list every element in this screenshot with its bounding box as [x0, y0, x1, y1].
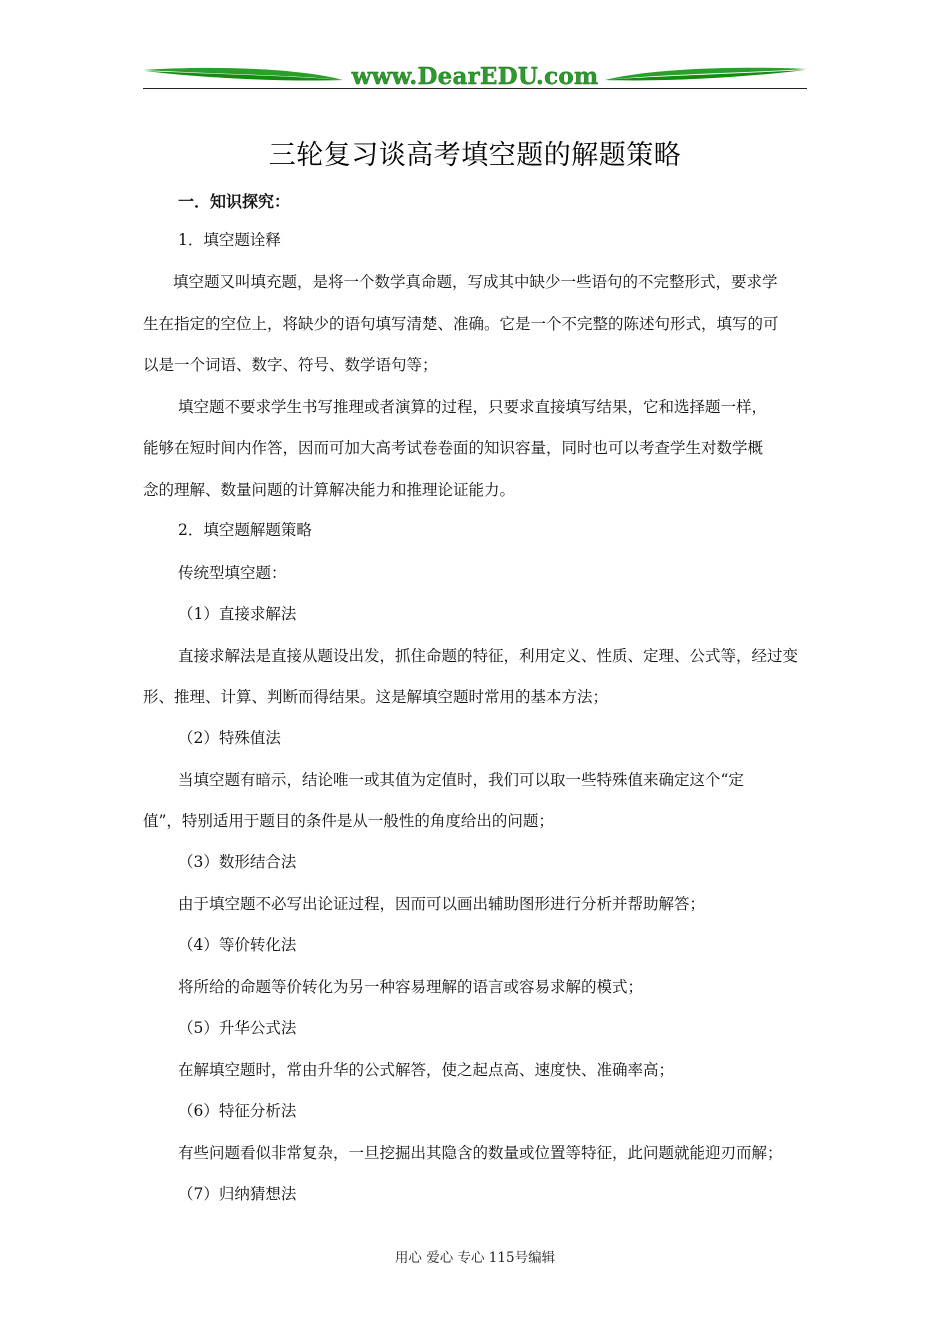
method-heading: （3）数形结合法: [178, 853, 297, 871]
method-heading: （1）直接求解法: [178, 605, 297, 623]
document-title: 三轮复习谈高考填空题的解题策略: [268, 140, 682, 171]
paragraph-line: 生在指定的空位上，将缺少的语句填写清楚、准确。它是一个不完整的陈述句形式，填写的可: [143, 315, 779, 333]
paragraph-line: 在解填空题时，常由升华的公式解答，使之起点高、速度快、准确率高；: [178, 1061, 675, 1079]
paragraph-line: 填空题又叫填充题，是将一个数学真命题，写成其中缺少一些语句的不完整形式，要求学: [173, 273, 778, 291]
paragraph-line: 将所给的命题等价转化为另一种容易理解的语言或容易求解的模式；: [178, 978, 644, 996]
paragraph-line: 当填空题有暗示，结论唯一或其值为定值时，我们可以取一些特殊值来确定这个“定: [178, 771, 744, 789]
page-footer: 用心 爱心 专心 115号编辑: [394, 1250, 556, 1266]
method-heading: （2）特殊值法: [178, 729, 281, 747]
subheading: 1．填空题诠释: [178, 231, 281, 249]
site-logo-text[interactable]: www.DearEDU.com: [351, 63, 599, 90]
method-heading: （6）特征分析法: [178, 1102, 297, 1120]
method-heading: （4）等价转化法: [178, 936, 297, 954]
paragraph-line: 填空题不要求学生书写推理或者演算的过程，只要求直接填写结果，它和选择题一样，: [178, 398, 768, 416]
paragraph-line: 念的理解、数量问题的计算解决能力和推理论证能力。: [143, 481, 516, 499]
method-heading: （5）升华公式法: [178, 1019, 297, 1037]
paragraph-line: 值”，特别适用于题目的条件是从一般性的角度给出的问题；: [143, 812, 554, 830]
header-rule: [143, 88, 807, 89]
method-heading: （7）归纳猜想法: [178, 1185, 297, 1203]
paragraph-line: 能够在短时间内作答，因而可加大高考试卷卷面的知识容量，同时也可以考查学生对数学概: [143, 439, 764, 457]
paragraph-line: 由于填空题不必写出论证过程，因而可以画出辅助图形进行分析并帮助解答；: [178, 895, 706, 913]
subheading: 2．填空题解题策略: [178, 521, 312, 539]
paragraph-line: 形、推理、计算、判断而得结果。这是解填空题时常用的基本方法；: [143, 688, 609, 706]
paragraph-line: 传统型填空题：: [178, 564, 287, 582]
paragraph-line: 以是一个词语、数字、符号、数学语句等；: [143, 356, 438, 374]
paragraph-line: 有些问题看似非常复杂，一旦挖掘出其隐含的数量或位置等特征，此问题就能迎刃而解；: [178, 1144, 783, 1162]
section-heading: 一．知识探究：: [178, 192, 291, 211]
paragraph-line: 直接求解法是直接从题设出发，抓住命题的特征，利用定义、性质、定理、公式等，经过变: [178, 647, 799, 665]
